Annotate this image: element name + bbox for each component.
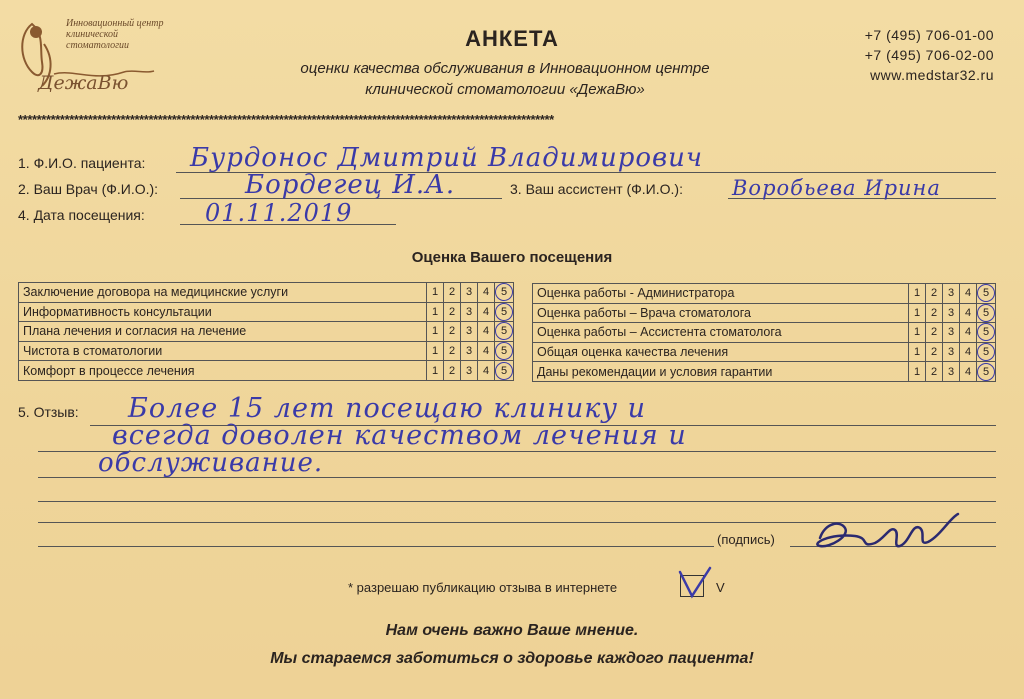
selected-rating-circle: 5 bbox=[495, 322, 513, 340]
consent-text: * разрешаю публикацию отзыва в интернете bbox=[348, 580, 618, 595]
rating-option-3[interactable] bbox=[943, 342, 960, 362]
rating-option-3[interactable] bbox=[461, 322, 478, 342]
rating-option-4[interactable] bbox=[478, 361, 495, 381]
selected-rating-circle: 5 bbox=[977, 284, 995, 302]
rating-option-2[interactable] bbox=[444, 302, 461, 322]
rating-option-1[interactable] bbox=[427, 341, 444, 361]
right-row-label: Оценка работы - Администратора bbox=[533, 284, 909, 304]
rating-option-label: 2 bbox=[930, 365, 938, 378]
rating-option-1[interactable] bbox=[427, 322, 444, 342]
left-row-label: Плана лечения и согласия на лечение bbox=[19, 322, 427, 342]
rating-option-label: 2 bbox=[448, 364, 456, 377]
rating-option-label: 1 bbox=[913, 287, 921, 300]
rating-option-2[interactable] bbox=[444, 283, 461, 303]
rating-option-label: 1 bbox=[913, 346, 921, 359]
rating-option-1[interactable] bbox=[909, 342, 926, 362]
review-text-3[interactable]: обслуживание. bbox=[98, 448, 324, 478]
check-mark-icon bbox=[676, 566, 716, 602]
rating-option-label: 3 bbox=[465, 286, 473, 299]
selected-rating-circle: 5 bbox=[977, 343, 995, 361]
rating-option-label: 4 bbox=[964, 306, 972, 319]
right-row bbox=[533, 323, 996, 343]
rating-option-5[interactable] bbox=[977, 342, 996, 362]
rating-option-label: 4 bbox=[482, 325, 490, 338]
date-label: 4. Дата посещения: bbox=[18, 207, 145, 223]
rating-option-label: 2 bbox=[930, 346, 938, 359]
rating-option-1[interactable] bbox=[427, 361, 444, 381]
rating-option-4[interactable] bbox=[478, 341, 495, 361]
right-row bbox=[533, 362, 996, 382]
rating-option-2[interactable] bbox=[926, 323, 943, 343]
footer-line-1: Нам очень важно Ваше мнение. bbox=[385, 622, 639, 639]
rating-option-label: 2 bbox=[448, 305, 456, 318]
rating-option-1[interactable] bbox=[427, 283, 444, 303]
doctor-label: 2. Ваш Врач (Ф.И.О.): bbox=[18, 181, 159, 197]
rating-option-label: 3 bbox=[947, 346, 955, 359]
rating-option-5[interactable] bbox=[495, 361, 514, 381]
right-row-label: Оценка работы – Ассистента стоматолога bbox=[533, 323, 909, 343]
consent-v-label: V bbox=[716, 580, 725, 595]
phone-2: +7 (495) 706-02-00 bbox=[864, 47, 994, 63]
rating-option-4[interactable] bbox=[478, 302, 495, 322]
rating-option-3[interactable] bbox=[943, 284, 960, 304]
rating-option-label: 2 bbox=[448, 286, 456, 299]
rating-option-2[interactable] bbox=[444, 361, 461, 381]
rating-option-label: 3 bbox=[947, 326, 955, 339]
rating-option-4[interactable] bbox=[960, 362, 977, 382]
signature-label: (подпись) bbox=[717, 532, 775, 547]
date-value[interactable]: 01.11.2019 bbox=[205, 199, 353, 227]
rating-option-5[interactable] bbox=[977, 323, 996, 343]
rating-option-1[interactable] bbox=[909, 362, 926, 382]
rating-option-3[interactable] bbox=[943, 362, 960, 382]
assistant-value[interactable]: Воробьева Ирина bbox=[732, 176, 941, 200]
rating-option-label: 4 bbox=[964, 365, 972, 378]
rating-option-label: 4 bbox=[482, 286, 490, 299]
rating-option-3[interactable] bbox=[461, 283, 478, 303]
selected-rating-circle: 5 bbox=[977, 304, 995, 322]
rating-option-1[interactable] bbox=[909, 323, 926, 343]
handwritten-signature bbox=[800, 508, 970, 558]
right-row-label: Даны рекомендации и условия гарантии bbox=[533, 362, 909, 382]
assistant-label: 3. Ваш ассистент (Ф.И.О.): bbox=[510, 181, 683, 197]
rating-option-label: 1 bbox=[913, 306, 921, 319]
left-row bbox=[19, 341, 514, 361]
rating-option-5[interactable] bbox=[977, 284, 996, 304]
rating-option-1[interactable] bbox=[909, 303, 926, 323]
review-text-2[interactable]: всегда доволен качеством лечения и bbox=[112, 420, 687, 451]
rating-option-4[interactable] bbox=[478, 322, 495, 342]
left-row-label: Чистота в стоматологии bbox=[19, 341, 427, 361]
selected-rating-circle: 5 bbox=[495, 283, 513, 301]
rating-option-label: 2 bbox=[930, 287, 938, 300]
rating-option-4[interactable] bbox=[478, 283, 495, 303]
rating-option-5[interactable] bbox=[977, 362, 996, 382]
rating-option-3[interactable] bbox=[461, 302, 478, 322]
rating-option-label: 4 bbox=[964, 326, 972, 339]
logo-brand: ДежаВю bbox=[38, 72, 129, 94]
rating-option-label: 3 bbox=[465, 325, 473, 338]
rating-option-label: 1 bbox=[913, 365, 921, 378]
doctor-value[interactable]: Бордегец И.А. bbox=[245, 170, 456, 200]
rating-option-3[interactable] bbox=[461, 361, 478, 381]
left-row-label: Заключение договора на медицинские услуги bbox=[19, 283, 427, 303]
left-row bbox=[19, 322, 514, 342]
rating-option-label: 3 bbox=[465, 305, 473, 318]
rating-option-label: 4 bbox=[964, 346, 972, 359]
right-row-label: Общая оценка качества лечения bbox=[533, 342, 909, 362]
rating-option-label: 2 bbox=[448, 345, 456, 358]
left-row-label: Комфорт в процессе лечения bbox=[19, 361, 427, 381]
rating-option-label: 1 bbox=[431, 305, 439, 318]
footer-line-2: Мы стараемся заботиться о здоровье каждого пациента! bbox=[270, 650, 754, 667]
rating-option-5[interactable] bbox=[495, 283, 514, 303]
rating-option-label: 1 bbox=[913, 326, 921, 339]
patient-value[interactable]: Бурдонос Дмитрий Владимирович bbox=[190, 143, 704, 173]
form-title: АНКЕТА bbox=[465, 26, 559, 51]
rating-option-2[interactable] bbox=[926, 342, 943, 362]
rating-option-3[interactable] bbox=[461, 341, 478, 361]
rating-option-label: 3 bbox=[947, 287, 955, 300]
selected-rating-circle: 5 bbox=[495, 362, 513, 380]
rating-option-3[interactable] bbox=[943, 303, 960, 323]
rating-option-label: 1 bbox=[431, 286, 439, 299]
rating-option-4[interactable] bbox=[960, 303, 977, 323]
review-label: 5. Отзыв: bbox=[18, 404, 79, 420]
rating-option-label: 2 bbox=[930, 326, 938, 339]
rating-option-4[interactable] bbox=[960, 342, 977, 362]
rating-option-label: 3 bbox=[465, 364, 473, 377]
patient-label: 1. Ф.И.О. пациента: bbox=[18, 155, 146, 171]
rating-option-label: 1 bbox=[431, 325, 439, 338]
rating-option-2[interactable] bbox=[444, 341, 461, 361]
selected-rating-circle: 5 bbox=[977, 363, 995, 381]
rating-option-2[interactable] bbox=[444, 322, 461, 342]
form-subtitle-line2: клинической стоматологии «ДежаВю» bbox=[365, 81, 645, 98]
rating-option-5[interactable] bbox=[977, 303, 996, 323]
right-row bbox=[533, 284, 996, 304]
ratings-table-right bbox=[532, 283, 996, 382]
rating-option-4[interactable] bbox=[960, 284, 977, 304]
rating-option-label: 4 bbox=[482, 364, 490, 377]
right-row bbox=[533, 342, 996, 362]
right-row bbox=[533, 303, 996, 323]
ratings-table-left bbox=[18, 282, 514, 381]
review-text-1[interactable]: Более 15 лет посещаю клинику и bbox=[128, 393, 646, 424]
review-line-6 bbox=[38, 546, 714, 547]
left-row bbox=[19, 361, 514, 381]
rating-option-1[interactable] bbox=[427, 302, 444, 322]
rating-option-label: 4 bbox=[482, 305, 490, 318]
left-row bbox=[19, 283, 514, 303]
form-subtitle-line1: оценки качества обслуживания в Инновационном центре bbox=[300, 60, 710, 77]
review-line-4 bbox=[38, 501, 996, 502]
rating-option-label: 1 bbox=[431, 345, 439, 358]
rating-option-label: 2 bbox=[930, 306, 938, 319]
rating-option-label: 4 bbox=[964, 287, 972, 300]
rating-option-label: 3 bbox=[947, 306, 955, 319]
rating-option-4[interactable] bbox=[960, 323, 977, 343]
rating-option-label: 4 bbox=[482, 345, 490, 358]
phone-1: +7 (495) 706-01-00 bbox=[864, 27, 994, 43]
rating-option-5[interactable] bbox=[495, 341, 514, 361]
contacts bbox=[865, 25, 994, 85]
selected-rating-circle: 5 bbox=[495, 303, 513, 321]
rating-option-2[interactable] bbox=[926, 284, 943, 304]
selected-rating-circle: 5 bbox=[495, 342, 513, 360]
left-row bbox=[19, 302, 514, 322]
website: www.medstar32.ru bbox=[870, 67, 994, 83]
rating-option-label: 3 bbox=[947, 365, 955, 378]
selected-rating-circle: 5 bbox=[977, 323, 995, 341]
rating-option-1[interactable] bbox=[909, 284, 926, 304]
rating-option-label: 3 bbox=[465, 345, 473, 358]
rating-option-2[interactable] bbox=[926, 303, 943, 323]
rating-option-2[interactable] bbox=[926, 362, 943, 382]
separator: ******************************************************************************************************************* bbox=[18, 112, 554, 127]
logo-caption: Инновационный центр клинической стоматологии bbox=[66, 18, 164, 51]
rating-option-label: 2 bbox=[448, 325, 456, 338]
ratings-title: Оценка Вашего посещения bbox=[411, 249, 613, 266]
right-row-label: Оценка работы – Врача стоматолога bbox=[533, 303, 909, 323]
rating-option-5[interactable] bbox=[495, 322, 514, 342]
rating-option-label: 1 bbox=[431, 364, 439, 377]
rating-option-3[interactable] bbox=[943, 323, 960, 343]
left-row-label: Информативность консультации bbox=[19, 302, 427, 322]
rating-option-5[interactable] bbox=[495, 302, 514, 322]
